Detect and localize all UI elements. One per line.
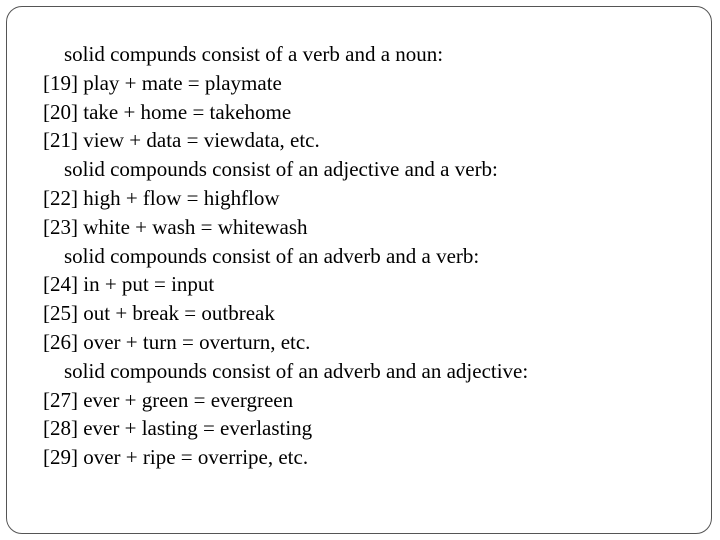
heading-adverb-verb: solid compounds consist of an adverb and a verb: xyxy=(64,243,480,268)
heading-verb-noun: solid compunds consist of a verb and a noun: xyxy=(64,42,444,66)
example-20: [20] take + home = takehome xyxy=(43,99,292,124)
example-24: [24] in + put = input xyxy=(43,272,215,297)
example-22: [22] high + flow = highflow xyxy=(43,185,280,210)
example-26: [26] over + turn = overturn, etc. xyxy=(43,329,311,354)
example-29: [29] over + ripe = overripe, etc. xyxy=(43,445,309,470)
example-25: [25] out + break = outbreak xyxy=(43,301,275,326)
example-27: [27] ever + green = evergreen xyxy=(43,387,294,412)
heading-adverb-adjective: solid compounds consist of an adverb and an adjective: xyxy=(64,358,529,383)
heading-adjective-verb: solid compounds consist of an adjective and a verb: xyxy=(64,157,498,182)
slide-content xyxy=(43,40,683,472)
example-21: [21] view + data = viewdata, etc. xyxy=(43,128,320,153)
slide-frame xyxy=(6,6,712,534)
example-23: [23] white + wash = whitewash xyxy=(43,214,308,239)
example-19: [19] play + mate = playmate xyxy=(43,70,282,95)
example-28: [28] ever + lasting = everlasting xyxy=(43,416,313,441)
